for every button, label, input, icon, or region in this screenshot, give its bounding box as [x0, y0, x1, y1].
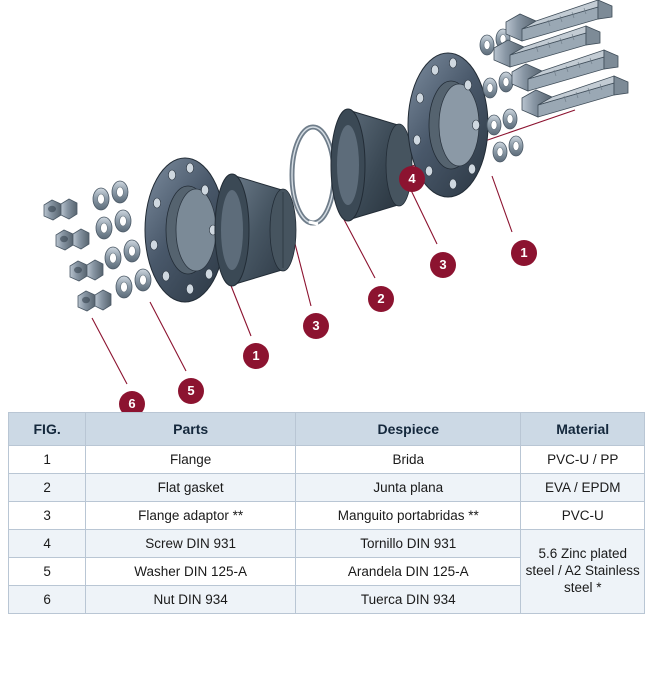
table-row [9, 502, 645, 530]
screw-group [494, 0, 628, 117]
cell-parts: Washer DIN 125-A [86, 558, 296, 586]
header-parts: Parts [86, 413, 296, 446]
flange-adaptor-right [331, 109, 412, 221]
cell-despiece: Junta plana [296, 474, 521, 502]
flat-gasket [292, 127, 334, 224]
flange-left [145, 158, 225, 302]
cell-fig: 1 [9, 446, 86, 474]
nut-group [44, 199, 111, 311]
cell-parts: Flange [86, 446, 296, 474]
header-despiece: Despiece [296, 413, 521, 446]
cell-material: EVA / EPDM [521, 474, 645, 502]
cell-fig: 6 [9, 586, 86, 614]
callout-1-left: 1 [243, 343, 269, 369]
cell-parts: Flat gasket [86, 474, 296, 502]
header-fig: FIG. [9, 413, 86, 446]
cell-despiece: Manguito portabridas ** [296, 502, 521, 530]
washer-group [93, 181, 151, 298]
callout-3-right: 3 [430, 252, 456, 278]
cell-parts: Flange adaptor ** [86, 502, 296, 530]
callout-3-left: 3 [303, 313, 329, 339]
cell-fig: 2 [9, 474, 86, 502]
cell-material: PVC-U [521, 502, 645, 530]
cell-material: PVC-U / PP [521, 446, 645, 474]
table-header-row [9, 413, 645, 446]
cell-fig: 3 [9, 502, 86, 530]
callout-5: 5 [178, 378, 204, 404]
callout-4: 4 [399, 166, 425, 192]
cell-despiece: Arandela DIN 125-A [296, 558, 521, 586]
callout-6: 6 [119, 391, 145, 417]
flange-adaptor-left [215, 174, 296, 286]
cell-fig: 4 [9, 530, 86, 558]
table-row [9, 446, 645, 474]
callout-2: 2 [368, 286, 394, 312]
cell-parts: Screw DIN 931 [86, 530, 296, 558]
callout-1-right: 1 [511, 240, 537, 266]
cell-despiece: Brida [296, 446, 521, 474]
cell-despiece: Tuerca DIN 934 [296, 586, 521, 614]
header-material: Material [521, 413, 645, 446]
cell-fig: 5 [9, 558, 86, 586]
table-row [9, 530, 645, 558]
cell-despiece: Tornillo DIN 931 [296, 530, 521, 558]
table-row [9, 474, 645, 502]
cell-material-group: 5.6 Zinc plated steel / A2 Stainless steel * [521, 530, 645, 614]
parts-table [8, 412, 645, 614]
cell-parts: Nut DIN 934 [86, 586, 296, 614]
